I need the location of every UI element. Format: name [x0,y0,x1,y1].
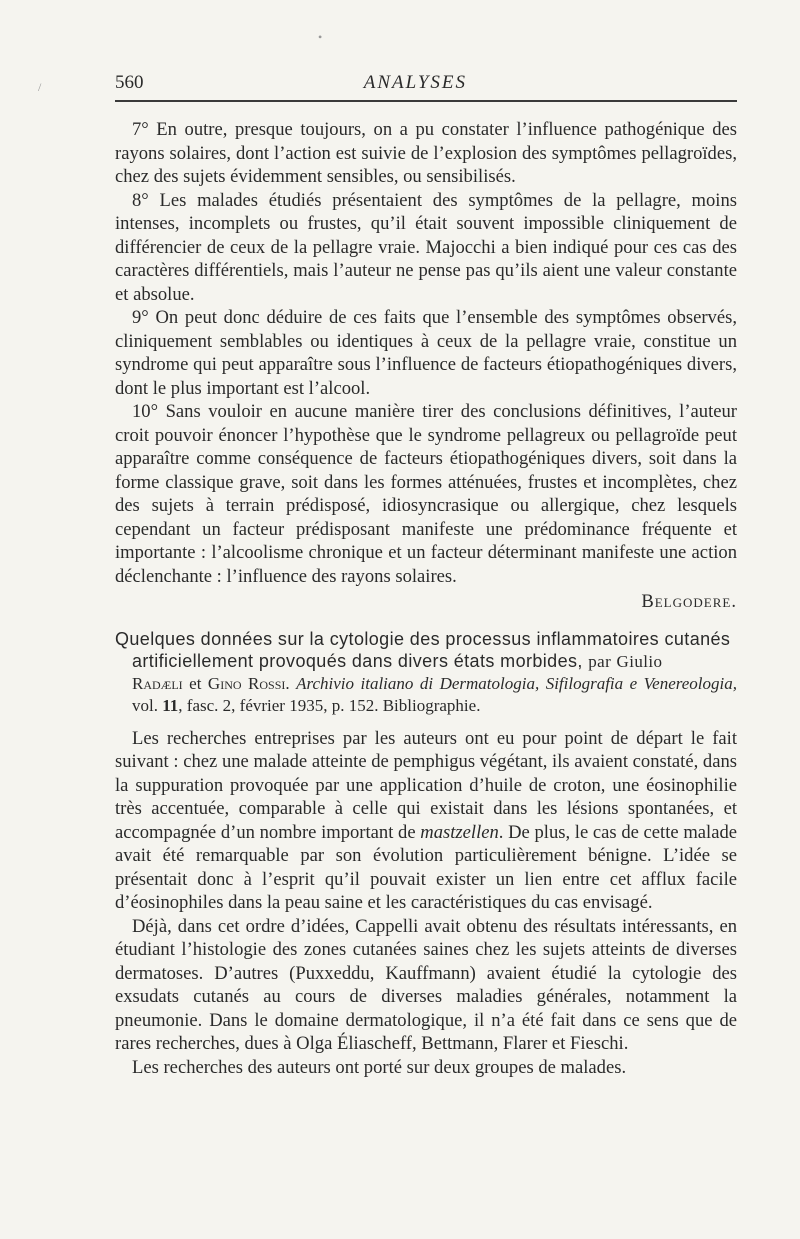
page [115,72,737,1079]
article-heading [115,628,737,673]
body-paragraph-1: Les recherches entreprises par les auteurs ont eu pour point de départ le fait suivant : chez une malade atteinte de pemphigus végétant, ils avaient constaté, dans la suppuration provoquée par une application d’huile de croton, une éosinophilie très accentuée, comparable à celle qui existait dans les lésions spontanées, et accompagnée d’un nombre important de mastzellen. De plus, le cas de cette malade avait été remarquable par son évolution particulièrement bénigne. L’idée se présentait donc à l’esprit qu’il pouvait exister un lien entre cet afflux facile d’éosinophiles dans la peau saine et les caractéristiques du cas envisagé. [115,727,738,913]
signature: Belgodere. [641,591,737,612]
author2: Gino Rossi. [207,673,290,693]
paragraph-8: 8° Les malades étudiés présentaient des symptômes de la pellagre, moins intenses, incomplets ou frustes, qu’il était souvent impossible cliniquement de différencier de ceux de la pellagre vraie. Majocchi a bien indiqué pour ces cas des caractères différentiels, mais l’auteur ne pense pas qu’ils aient une valeur constante et absolue. [115,189,737,305]
ink-dot: • [318,30,323,44]
article-title-line1: Quelques données sur la cytologie des processus inflammatoires cutanés [115,628,731,649]
article-title-line2: artificiellement provoqués dans divers états morbides, par Giulio [132,650,663,671]
article-body [115,727,737,1080]
par-word: par [588,651,612,671]
paragraph-10: 10° Sans vouloir en aucune manière tirer des conclusions définitives, l’auteur croit pouvoir énoncer l’hypothèse que le syndrome pellagreux ou pellagroïde peut apparaître comme conséquence de facteurs étiopathogéniques divers, soit dans la forme classique grave, soit dans les formes atténuées, frustes et incomplètes, chez des sujets à terrain prédisposé, idiosyncrasique ou allergique, chez lesquels cependant un facteur prédisposant manifeste une prédominance fréquente et importante : l’alcoolisme chronique et un facteur déterminant manifeste une action déclenchante : l’influence des rayons solaires. [115,401,737,587]
et-word: et [189,673,202,693]
review-text [115,118,737,588]
body-paragraph-3: Les recherches des auteurs ont porté sur deux groupes de malades. [132,1056,627,1078]
running-title: ANALYSES [363,72,467,93]
running-header [115,72,737,102]
vol-label: vol. [132,695,158,715]
author1-last: Radæli [132,673,183,693]
paragraph-9: 9° On peut donc déduire de ces faits que l’ensemble des symptômes observés, cliniquement semblables ou identiques à ceux de la pellagre vraie, constitue un syndrome qui peut apparaître sous l’influence de facteurs étiopathogéniques divers, dont le plus important est l’alcool. [115,307,737,399]
margin-mark: / [38,80,42,94]
page-number: 560 [115,72,144,93]
author1-first: Giulio [616,651,663,671]
reference-rest: , fasc. 2, février 1935, p. 152. Bibliographie. [178,695,481,715]
article-reference [115,673,737,717]
volume-number: 11 [162,695,179,715]
body-paragraph-2: Déjà, dans cet ordre d’idées, Cappelli avait obtenu des résultats intéressants, en étudiant l’histologie des zones cutanées saines chez les sujets atteints de diverses dermatoses. D’autres (Puxxeddu, Kauffmann) avaient étudié la cytologie des exsudats cutanés au cours de diverses maladies générales, notamment la pneumonie. Dans le domaine dermatologique, il n’a été fait dans ce sens que de rares recherches, dues à Olga Éliascheff, Bettmann, Flarer et Fieschi. [115,915,737,1054]
paragraph-7: 7° En outre, presque toujours, on a pu constater l’influence pathogénique des rayons solaires, dont l’action est suivie de l’explosion des symptômes pellagroïdes, chez des sujets évidemment sensibles, ou sensibilisés. [115,119,737,187]
journal-name: Archivio italiano di Dermatologia, Sifilografia e Venereologia, [296,673,737,693]
mastzellen-term: mastzellen [420,821,499,843]
